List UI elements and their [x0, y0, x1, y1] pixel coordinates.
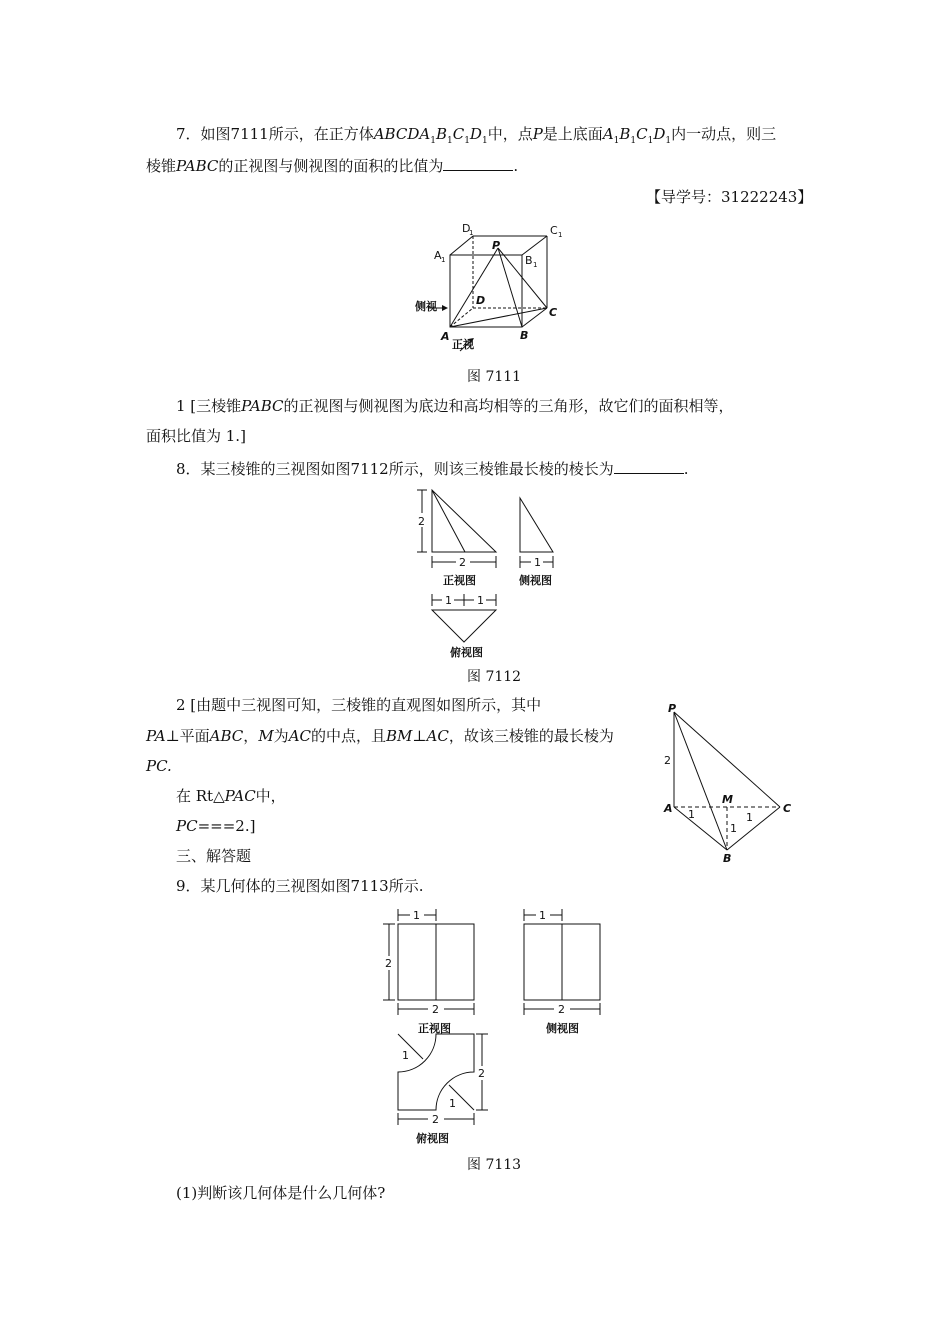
- a7-line1: 1 [三棱锥PABC的正视图与侧视图为底边和高均相等的三角形，故它们的面积相等，: [176, 397, 734, 415]
- label-top-view: 俯视图: [450, 646, 483, 659]
- figure-7111-cube: [410, 218, 580, 358]
- dim-top-radius-1: 1: [402, 1049, 409, 1062]
- dim-top-height: 2: [478, 1067, 485, 1080]
- a8-line4: 在 Rt△PAC中，: [176, 787, 286, 805]
- a8-line1: 2 [由题中三视图可知，三棱锥的直观图如图所示，其中: [176, 696, 542, 714]
- label-AM-length: 1: [688, 808, 695, 821]
- dim-side-top: 1: [539, 909, 546, 922]
- q9-line: 9．某几何体的三视图如图7113所示.: [176, 877, 424, 895]
- section-heading: 三、解答题: [176, 847, 252, 865]
- dim-side-width: 2: [558, 1003, 565, 1016]
- dim-front-top: 1: [413, 909, 420, 922]
- label-front-view: 正视图: [443, 574, 476, 587]
- dim-top-right: 1: [477, 594, 484, 607]
- dim-top-left: 1: [445, 594, 452, 607]
- figure-7112-three-views: [410, 486, 570, 661]
- a8-line5: PC===2.]: [176, 817, 256, 835]
- q8-line: 8．某三棱锥的三视图如图7112所示，则该三棱锥最长棱的棱长为 .: [176, 460, 689, 478]
- figure-caption-7113: 图 7113: [467, 1157, 522, 1173]
- dim-front-width: 2: [432, 1003, 439, 1016]
- label-C1: C: [550, 224, 558, 237]
- figure-7113-three-views: [378, 906, 618, 1146]
- svg-text:1: 1: [558, 231, 563, 239]
- figure-a8-pyramid: [660, 700, 800, 865]
- dim-front-width: 2: [459, 556, 466, 569]
- dim-top-radius-2: 1: [449, 1097, 456, 1110]
- a8-line3: PC.: [146, 757, 172, 775]
- a7-line2: 面积比值为 1.]: [146, 427, 246, 445]
- figure-caption-7112: 图 7112: [467, 669, 522, 685]
- answer-blank: [443, 156, 513, 171]
- label-MB-length: 1: [730, 822, 737, 835]
- label-D1: D: [462, 222, 471, 235]
- label-side-view: 侧视: [415, 300, 437, 313]
- label-C: C: [783, 802, 792, 815]
- figure-caption-7111: 图 7111: [467, 369, 522, 385]
- q7-line2: 棱锥PABC的正视图与侧视图的面积的比值为 .: [146, 157, 519, 175]
- dim-side-width: 1: [534, 556, 541, 569]
- label-side-view: 侧视图: [546, 1022, 579, 1035]
- dim-height: 2: [418, 515, 425, 528]
- answer-blank: [614, 459, 684, 474]
- svg-text:1: 1: [441, 256, 446, 264]
- dim-front-height: 2: [385, 957, 392, 970]
- label-P: P: [668, 702, 677, 715]
- guide-number: 【导学号：31222243】: [646, 188, 813, 206]
- label-A: A: [441, 330, 450, 343]
- label-PA-length: 2: [664, 754, 671, 767]
- label-front-view: 正视: [452, 338, 474, 351]
- label-B: B: [520, 329, 529, 342]
- label-front-view: 正视图: [418, 1022, 451, 1035]
- label-B1: B: [525, 254, 533, 267]
- label-MC-length: 1: [746, 811, 753, 824]
- a8-line2: PA⊥平面ABC，M为AC的中点，且BM⊥AC，故该三棱锥的最长棱为: [146, 727, 614, 745]
- label-A: A: [664, 802, 673, 815]
- label-A1: A: [434, 249, 442, 262]
- svg-text:1: 1: [533, 261, 538, 269]
- q9-sub1: (1)判断该几何体是什么几何体?: [176, 1184, 386, 1202]
- label-C: C: [549, 306, 558, 319]
- label-P: P: [492, 239, 501, 252]
- svg-text:1: 1: [469, 229, 474, 237]
- label-D: D: [476, 294, 486, 307]
- label-top-view: 俯视图: [416, 1132, 449, 1145]
- label-M: M: [722, 793, 733, 806]
- label-B: B: [723, 852, 732, 865]
- label-side-view: 侧视图: [519, 574, 552, 587]
- dim-top-width: 2: [432, 1113, 439, 1126]
- q7-line1: 7．如图7111所示，在正方体$ABCDA_1B_1C_1D_1$中，点P是上底面$A_1B_1C_1D_1$内一动点，则三: [176, 125, 777, 146]
